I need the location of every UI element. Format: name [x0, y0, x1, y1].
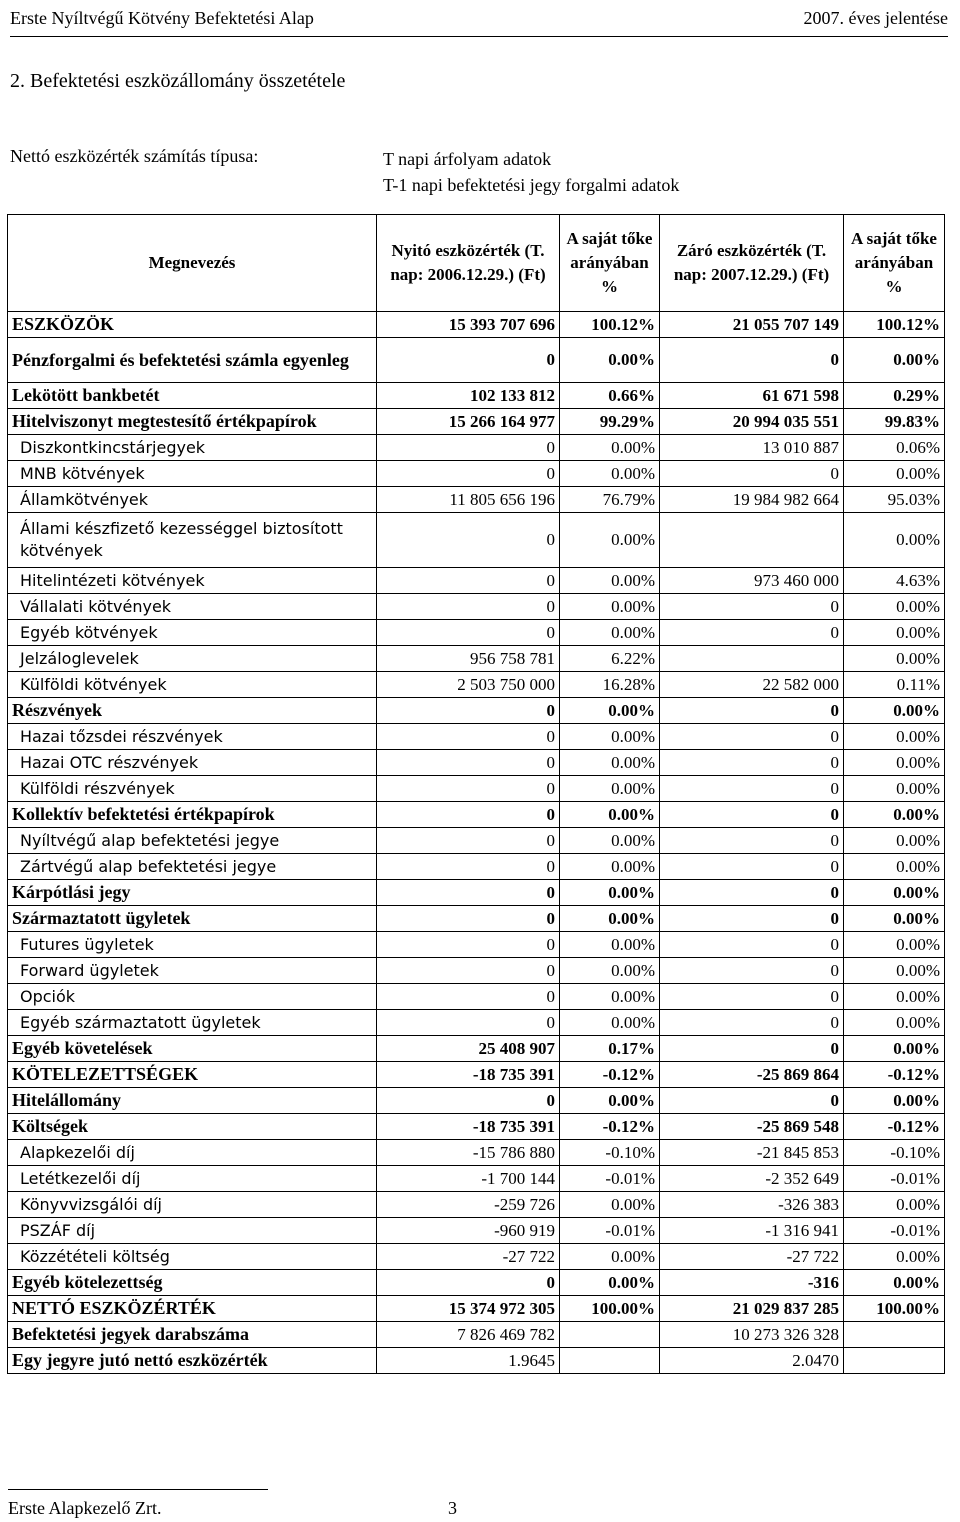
row-label: Származtatott ügyletek: [8, 906, 377, 932]
row-label: Egy jegyre jutó nettó eszközérték: [8, 1348, 377, 1374]
close-pct-cell: 0.00%: [844, 461, 945, 487]
open-value-cell: 25 408 907: [377, 1036, 560, 1062]
close-value-cell: 0: [660, 1036, 844, 1062]
close-value-cell: 21 055 707 149: [660, 312, 844, 338]
close-pct-cell: 0.00%: [844, 513, 945, 568]
row-label: Hazai OTC részvények: [8, 750, 377, 776]
table-row: [8, 750, 945, 776]
close-pct-cell: 0.00%: [844, 1036, 945, 1062]
open-pct-cell: -0.12%: [560, 1114, 660, 1140]
close-value-cell: 22 582 000: [660, 672, 844, 698]
open-value-cell: 0: [377, 984, 560, 1010]
close-value-cell: 2.0470: [660, 1348, 844, 1374]
open-value-cell: 0: [377, 750, 560, 776]
open-value-cell: 0: [377, 958, 560, 984]
close-pct-cell: 0.00%: [844, 1244, 945, 1270]
close-value-cell: 0: [660, 880, 844, 906]
open-value-cell: 15 266 164 977: [377, 409, 560, 435]
row-label: PSZÁF díj: [8, 1218, 377, 1244]
open-pct-cell: [560, 1322, 660, 1348]
table-row: [8, 1218, 945, 1244]
close-pct-cell: 0.11%: [844, 672, 945, 698]
row-label: Egyéb kötvények: [8, 620, 377, 646]
table-row: [8, 1322, 945, 1348]
row-label: ESZKÖZÖK: [8, 312, 377, 338]
close-pct-cell: 0.00%: [844, 1192, 945, 1218]
calc-type-line-2: T-1 napi befektetési jegy forgalmi adatok: [383, 175, 680, 195]
col-header-close-value: Záró eszközérték (T. nap: 2007.12.29.) (Ft): [660, 215, 844, 312]
close-pct-cell: 100.12%: [844, 312, 945, 338]
table-row: [8, 776, 945, 802]
row-label: Futures ügyletek: [8, 932, 377, 958]
close-pct-cell: 0.06%: [844, 435, 945, 461]
open-value-cell: 1.9645: [377, 1348, 560, 1374]
open-pct-cell: 0.00%: [560, 776, 660, 802]
table-row: [8, 409, 945, 435]
close-pct-cell: -0.10%: [844, 1140, 945, 1166]
close-value-cell: 0: [660, 1088, 844, 1114]
row-label: Hitelállomány: [8, 1088, 377, 1114]
row-label: Jelzáloglevelek: [8, 646, 377, 672]
close-pct-cell: [844, 1322, 945, 1348]
open-pct-cell: 0.00%: [560, 1088, 660, 1114]
close-value-cell: 13 010 887: [660, 435, 844, 461]
open-pct-cell: 0.00%: [560, 1192, 660, 1218]
table-row: [8, 338, 945, 383]
table-row: [8, 932, 945, 958]
row-label: Állami készfizető kezességgel biztosított kötvények: [8, 513, 377, 568]
close-value-cell: 19 984 982 664: [660, 487, 844, 513]
open-value-cell: 2 503 750 000: [377, 672, 560, 698]
open-pct-cell: 0.00%: [560, 1270, 660, 1296]
close-value-cell: 21 029 837 285: [660, 1296, 844, 1322]
open-pct-cell: 99.29%: [560, 409, 660, 435]
close-pct-cell: 0.00%: [844, 1088, 945, 1114]
open-value-cell: 956 758 781: [377, 646, 560, 672]
open-value-cell: 15 374 972 305: [377, 1296, 560, 1322]
row-label: Forward ügyletek: [8, 958, 377, 984]
col-header-open-value: Nyitó eszközérték (T. nap: 2006.12.29.) (Ft): [377, 215, 560, 312]
close-pct-cell: 0.00%: [844, 776, 945, 802]
close-value-cell: 973 460 000: [660, 568, 844, 594]
open-value-cell: 0: [377, 1088, 560, 1114]
close-pct-cell: 0.00%: [844, 880, 945, 906]
row-label: Kollektív befektetési értékpapírok: [8, 802, 377, 828]
close-value-cell: -316: [660, 1270, 844, 1296]
row-label: Opciók: [8, 984, 377, 1010]
asset-composition-table: [7, 214, 945, 1374]
footer-company: Erste Alapkezelő Zrt.: [8, 1498, 162, 1518]
row-label: Befektetési jegyek darabszáma: [8, 1322, 377, 1348]
col-header-name: Megnevezés: [8, 215, 377, 312]
table-row: [8, 620, 945, 646]
table-header-row: [8, 215, 945, 312]
open-value-cell: 0: [377, 776, 560, 802]
row-label: MNB kötvények: [8, 461, 377, 487]
close-value-cell: 0: [660, 932, 844, 958]
open-value-cell: 11 805 656 196: [377, 487, 560, 513]
close-pct-cell: 0.00%: [844, 750, 945, 776]
row-label: Lekötött bankbetét: [8, 383, 377, 409]
close-pct-cell: -0.12%: [844, 1062, 945, 1088]
table-row: [8, 1114, 945, 1140]
close-pct-cell: 0.00%: [844, 646, 945, 672]
open-value-cell: 0: [377, 568, 560, 594]
close-pct-cell: 0.00%: [844, 854, 945, 880]
open-value-cell: -960 919: [377, 1218, 560, 1244]
close-value-cell: 0: [660, 776, 844, 802]
table-row: [8, 383, 945, 409]
close-value-cell: -25 869 864: [660, 1062, 844, 1088]
table-row: [8, 568, 945, 594]
close-value-cell: 0: [660, 461, 844, 487]
row-label: Külföldi részvények: [8, 776, 377, 802]
open-pct-cell: 0.00%: [560, 461, 660, 487]
close-pct-cell: 0.00%: [844, 828, 945, 854]
table-row: [8, 435, 945, 461]
open-value-cell: 0: [377, 461, 560, 487]
close-value-cell: 0: [660, 854, 844, 880]
open-pct-cell: 0.00%: [560, 568, 660, 594]
row-label: Költségek: [8, 1114, 377, 1140]
row-label: NETTÓ ESZKÖZÉRTÉK: [8, 1296, 377, 1322]
close-value-cell: 0: [660, 984, 844, 1010]
open-pct-cell: 0.00%: [560, 958, 660, 984]
close-pct-cell: 0.00%: [844, 620, 945, 646]
open-value-cell: 0: [377, 880, 560, 906]
close-value-cell: -21 845 853: [660, 1140, 844, 1166]
open-pct-cell: 0.00%: [560, 698, 660, 724]
open-value-cell: 0: [377, 724, 560, 750]
table-row: [8, 312, 945, 338]
open-value-cell: -1 700 144: [377, 1166, 560, 1192]
table-row: [8, 698, 945, 724]
row-label: Zártvégű alap befektetési jegye: [8, 854, 377, 880]
open-value-cell: 7 826 469 782: [377, 1322, 560, 1348]
calc-type-label: Nettó eszközérték számítás típusa:: [10, 146, 259, 166]
table-row: [8, 1244, 945, 1270]
open-pct-cell: 0.17%: [560, 1036, 660, 1062]
open-pct-cell: 0.00%: [560, 513, 660, 568]
header-report-title: 2007. éves jelentése: [803, 7, 948, 28]
open-value-cell: 0: [377, 435, 560, 461]
table-row: [8, 513, 945, 568]
close-pct-cell: 0.00%: [844, 698, 945, 724]
close-value-cell: [660, 513, 844, 568]
header-fund-name: Erste Nyíltvégű Kötvény Befektetési Alap: [10, 7, 314, 28]
open-value-cell: -27 722: [377, 1244, 560, 1270]
close-pct-cell: -0.01%: [844, 1166, 945, 1192]
row-label: Alapkezelői díj: [8, 1140, 377, 1166]
open-pct-cell: 0.00%: [560, 338, 660, 383]
close-value-cell: 61 671 598: [660, 383, 844, 409]
open-pct-cell: 100.12%: [560, 312, 660, 338]
close-pct-cell: 0.00%: [844, 1010, 945, 1036]
close-value-cell: 0: [660, 1010, 844, 1036]
close-pct-cell: 0.00%: [844, 338, 945, 383]
close-pct-cell: 0.00%: [844, 724, 945, 750]
table-row: [8, 1010, 945, 1036]
close-pct-cell: 0.00%: [844, 594, 945, 620]
col-header-open-pct: A saját tőke arányában %: [560, 215, 660, 312]
open-value-cell: 0: [377, 594, 560, 620]
row-label: Vállalati kötvények: [8, 594, 377, 620]
calc-type-line-1: T napi árfolyam adatok: [383, 149, 552, 169]
open-pct-cell: 0.00%: [560, 750, 660, 776]
page-number: 3: [448, 1498, 457, 1518]
open-value-cell: 102 133 812: [377, 383, 560, 409]
row-label: Letétkezelői díj: [8, 1166, 377, 1192]
open-value-cell: 0: [377, 338, 560, 383]
close-pct-cell: -0.01%: [844, 1218, 945, 1244]
row-label: Könyvvizsgálói díj: [8, 1192, 377, 1218]
open-pct-cell: [560, 1348, 660, 1374]
close-value-cell: 0: [660, 698, 844, 724]
close-pct-cell: 95.03%: [844, 487, 945, 513]
open-pct-cell: 0.00%: [560, 1244, 660, 1270]
open-pct-cell: 0.00%: [560, 620, 660, 646]
open-value-cell: 0: [377, 854, 560, 880]
row-label: Hitelintézeti kötvények: [8, 568, 377, 594]
section-title: 2. Befektetési eszközállomány összetétele: [10, 70, 346, 92]
table-row: [8, 646, 945, 672]
open-pct-cell: 0.00%: [560, 854, 660, 880]
close-pct-cell: 0.00%: [844, 1270, 945, 1296]
close-pct-cell: -0.12%: [844, 1114, 945, 1140]
open-value-cell: 0: [377, 698, 560, 724]
open-pct-cell: 0.00%: [560, 594, 660, 620]
close-value-cell: 0: [660, 594, 844, 620]
close-pct-cell: 0.00%: [844, 906, 945, 932]
close-value-cell: -1 316 941: [660, 1218, 844, 1244]
close-value-cell: -27 722: [660, 1244, 844, 1270]
table-row: [8, 1062, 945, 1088]
close-pct-cell: 0.00%: [844, 932, 945, 958]
table-row: [8, 1270, 945, 1296]
close-pct-cell: 100.00%: [844, 1296, 945, 1322]
open-pct-cell: -0.12%: [560, 1062, 660, 1088]
row-label: Hitelviszonyt megtestesítő értékpapírok: [8, 409, 377, 435]
open-pct-cell: 0.00%: [560, 1010, 660, 1036]
open-pct-cell: 0.00%: [560, 880, 660, 906]
open-pct-cell: 100.00%: [560, 1296, 660, 1322]
open-pct-cell: 0.00%: [560, 906, 660, 932]
close-value-cell: -2 352 649: [660, 1166, 844, 1192]
table-row: [8, 461, 945, 487]
close-value-cell: 0: [660, 906, 844, 932]
table-row: [8, 1348, 945, 1374]
open-value-cell: -259 726: [377, 1192, 560, 1218]
col-header-close-pct: A saját tőke arányában %: [844, 215, 945, 312]
row-label: KÖTELEZETTSÉGEK: [8, 1062, 377, 1088]
open-value-cell: 15 393 707 696: [377, 312, 560, 338]
table-row: [8, 906, 945, 932]
open-value-cell: 0: [377, 828, 560, 854]
open-pct-cell: -0.01%: [560, 1218, 660, 1244]
close-value-cell: 0: [660, 828, 844, 854]
row-label: Kárpótlási jegy: [8, 880, 377, 906]
open-pct-cell: 0.00%: [560, 724, 660, 750]
close-value-cell: 0: [660, 338, 844, 383]
open-value-cell: 0: [377, 802, 560, 828]
close-pct-cell: 99.83%: [844, 409, 945, 435]
row-label: Egyéb követelések: [8, 1036, 377, 1062]
close-pct-cell: 0.29%: [844, 383, 945, 409]
table-row: [8, 1166, 945, 1192]
open-value-cell: 0: [377, 620, 560, 646]
table-row: [8, 1192, 945, 1218]
open-value-cell: 0: [377, 906, 560, 932]
row-label: Egyéb származtatott ügyletek: [8, 1010, 377, 1036]
row-label: Pénzforgalmi és befektetési számla egyenleg: [8, 338, 377, 383]
close-value-cell: -326 383: [660, 1192, 844, 1218]
table-row: [8, 487, 945, 513]
open-value-cell: 0: [377, 932, 560, 958]
open-pct-cell: -0.01%: [560, 1166, 660, 1192]
open-pct-cell: 76.79%: [560, 487, 660, 513]
close-value-cell: 0: [660, 958, 844, 984]
row-label: Részvények: [8, 698, 377, 724]
table-row: [8, 802, 945, 828]
close-value-cell: 20 994 035 551: [660, 409, 844, 435]
row-label: Egyéb kötelezettség: [8, 1270, 377, 1296]
row-label: Diszkontkincstárjegyek: [8, 435, 377, 461]
close-pct-cell: 0.00%: [844, 984, 945, 1010]
open-value-cell: -15 786 880: [377, 1140, 560, 1166]
table-row: [8, 724, 945, 750]
close-value-cell: 0: [660, 724, 844, 750]
table-row: [8, 958, 945, 984]
open-value-cell: 0: [377, 513, 560, 568]
close-pct-cell: [844, 1348, 945, 1374]
close-value-cell: 0: [660, 620, 844, 646]
table-row: [8, 828, 945, 854]
open-value-cell: -18 735 391: [377, 1114, 560, 1140]
close-value-cell: 10 273 326 328: [660, 1322, 844, 1348]
table-row: [8, 594, 945, 620]
open-value-cell: 0: [377, 1010, 560, 1036]
open-pct-cell: -0.10%: [560, 1140, 660, 1166]
close-value-cell: [660, 646, 844, 672]
table-row: [8, 880, 945, 906]
open-pct-cell: 16.28%: [560, 672, 660, 698]
table-body: [8, 312, 945, 1374]
calc-type-values: [383, 146, 679, 198]
open-value-cell: -18 735 391: [377, 1062, 560, 1088]
close-value-cell: -25 869 548: [660, 1114, 844, 1140]
table-row: [8, 1140, 945, 1166]
close-pct-cell: 0.00%: [844, 802, 945, 828]
open-pct-cell: 0.66%: [560, 383, 660, 409]
close-pct-cell: 0.00%: [844, 958, 945, 984]
table-row: [8, 1036, 945, 1062]
row-label: Hazai tőzsdei részvények: [8, 724, 377, 750]
close-value-cell: 0: [660, 750, 844, 776]
footer-divider: [8, 1489, 268, 1490]
open-pct-cell: 0.00%: [560, 984, 660, 1010]
open-pct-cell: 6.22%: [560, 646, 660, 672]
page-header: [10, 0, 948, 37]
table-row: [8, 1296, 945, 1322]
open-value-cell: 0: [377, 1270, 560, 1296]
close-pct-cell: 4.63%: [844, 568, 945, 594]
open-pct-cell: 0.00%: [560, 828, 660, 854]
open-pct-cell: 0.00%: [560, 435, 660, 461]
page-footer: [8, 1498, 457, 1519]
row-label: Közzétételi költség: [8, 1244, 377, 1270]
row-label: Külföldi kötvények: [8, 672, 377, 698]
table-row: [8, 854, 945, 880]
table-row: [8, 672, 945, 698]
close-value-cell: 0: [660, 802, 844, 828]
row-label: Államkötvények: [8, 487, 377, 513]
open-pct-cell: 0.00%: [560, 932, 660, 958]
table-row: [8, 1088, 945, 1114]
table-row: [8, 984, 945, 1010]
row-label: Nyíltvégű alap befektetési jegye: [8, 828, 377, 854]
open-pct-cell: 0.00%: [560, 802, 660, 828]
